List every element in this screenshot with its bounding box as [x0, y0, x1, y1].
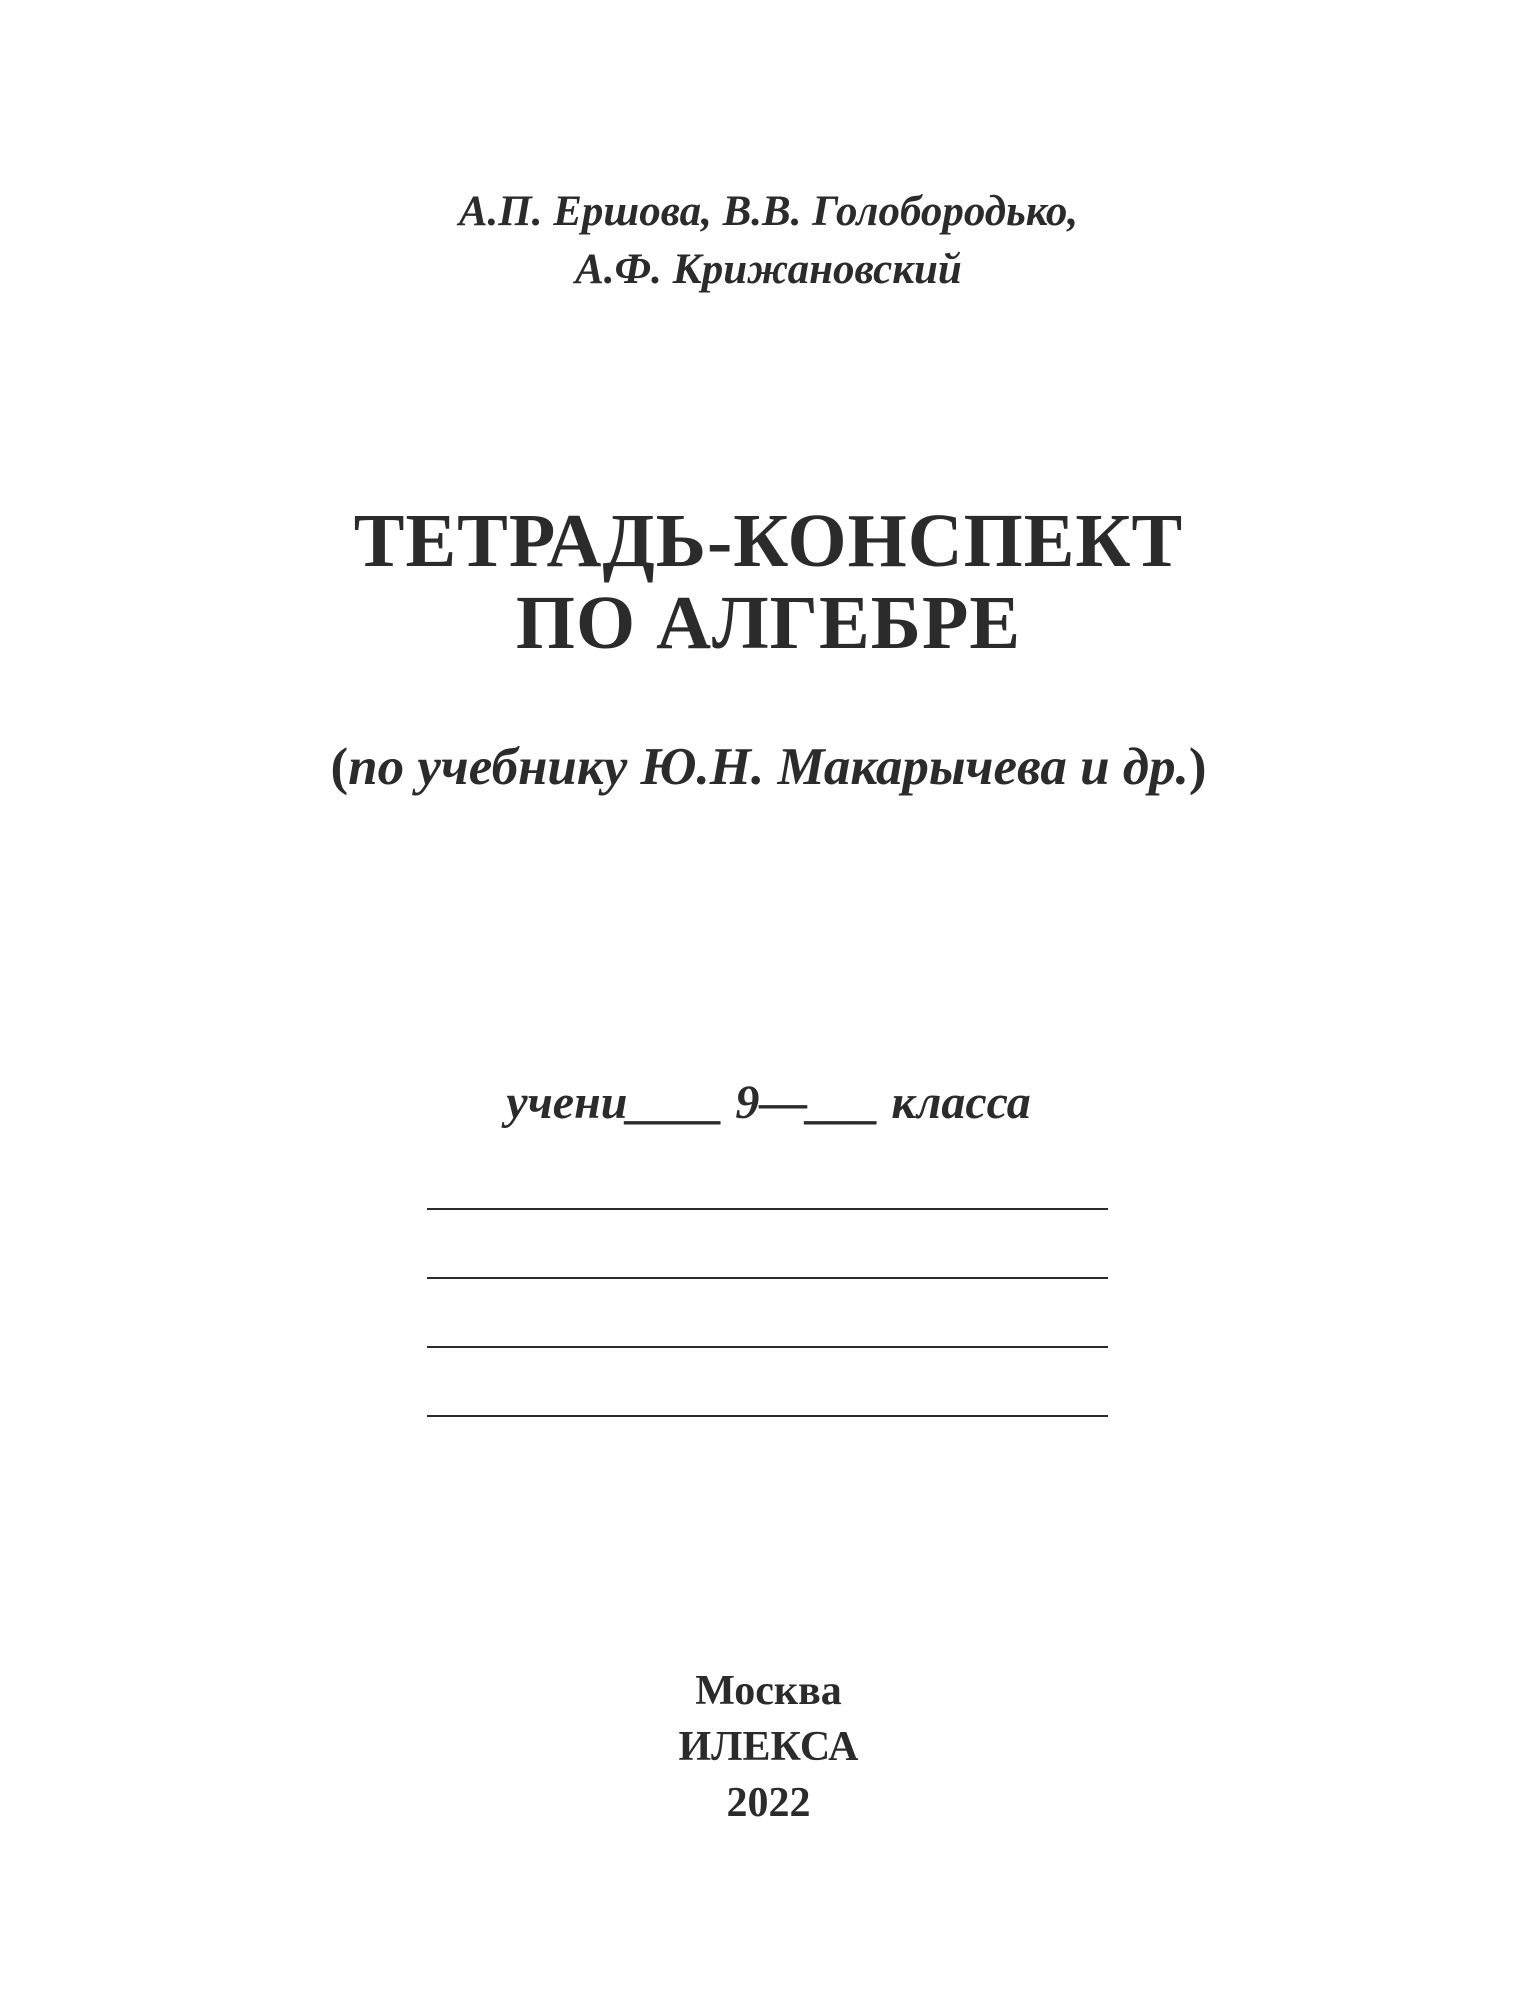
publisher-name: ИЛЕКСА: [678, 1724, 859, 1770]
publisher-city: Москва: [695, 1668, 842, 1714]
publication-year: 2022: [726, 1780, 811, 1826]
student-class-line: учени____ 9—___ класса: [506, 1076, 1031, 1129]
student-name-blanks: [427, 1208, 1108, 1484]
book-title-line-2: ПО АЛГЕБРЕ: [515, 581, 1022, 665]
blank-line[interactable]: [427, 1346, 1108, 1348]
book-title-line-1: ТЕТРАДЬ-КОНСПЕКТ: [353, 499, 1184, 583]
book-subtitle: [0, 732, 1537, 802]
authors-line-2: А.Ф. Крижановский: [575, 246, 962, 293]
authors-block: [0, 183, 1537, 299]
publisher-block: [0, 1663, 1537, 1831]
blank-line[interactable]: [427, 1208, 1108, 1210]
blank-line[interactable]: [427, 1415, 1108, 1417]
blank-line[interactable]: [427, 1277, 1108, 1279]
subtitle-close-paren: ): [1188, 738, 1207, 796]
subtitle-open-paren: (: [330, 738, 349, 796]
subtitle-text: по учебнику Ю.Н. Макарычева и др.: [348, 738, 1189, 796]
book-title: [0, 500, 1537, 664]
authors-line-1: А.П. Ершова, В.В. Голобородько,: [458, 188, 1079, 235]
